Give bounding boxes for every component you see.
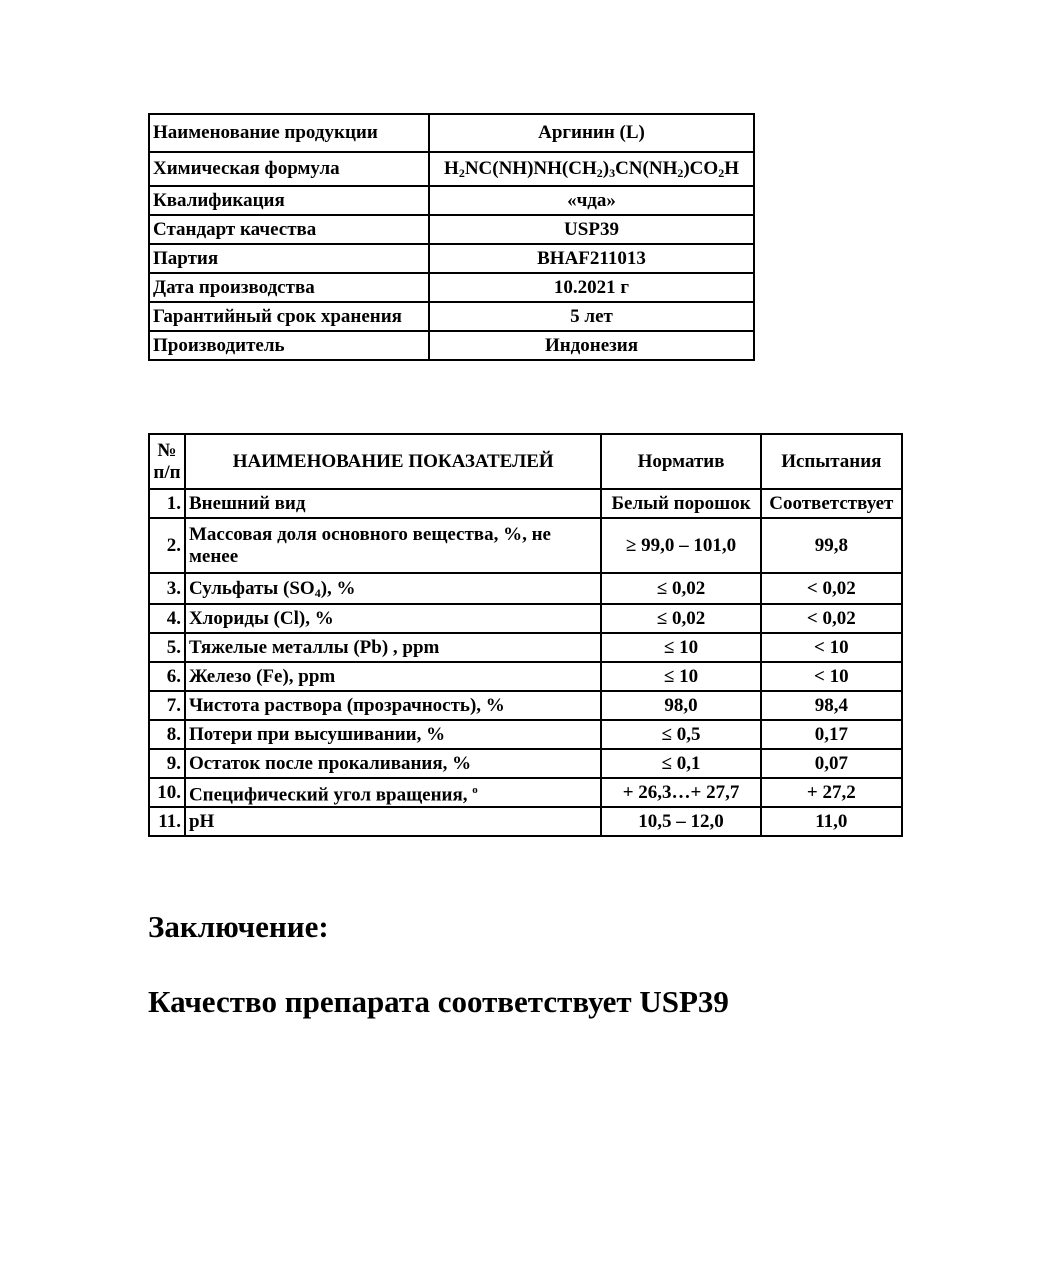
- row-test: 99,8: [761, 518, 902, 573]
- row-name: Специфический угол вращения, $^o$: [185, 778, 602, 807]
- row-number: 7.: [149, 691, 185, 720]
- row-test: 0,07: [761, 749, 902, 778]
- table-row: [149, 489, 902, 518]
- info-label: Наименование продукции: [149, 114, 429, 152]
- row-norm: 10,5 – 12,0: [601, 807, 760, 836]
- row-test: 98,4: [761, 691, 902, 720]
- row-norm: ≤ 0,02: [601, 604, 760, 633]
- row-test: < 10: [761, 662, 902, 691]
- row-test: 11,0: [761, 807, 902, 836]
- row-norm: ≥ 99,0 – 101,0: [601, 518, 760, 573]
- info-value: BHAF211013: [429, 244, 754, 273]
- specification-table: [148, 433, 903, 837]
- row-number: 6.: [149, 662, 185, 691]
- info-label: Производитель: [149, 331, 429, 360]
- row-number: 5.: [149, 633, 185, 662]
- row-name: Чистота раствора (прозрачность), %: [185, 691, 602, 720]
- row-test: Соответствует: [761, 489, 902, 518]
- row-test: < 0,02: [761, 573, 902, 604]
- info-value: 5 лет: [429, 302, 754, 331]
- table-row: [149, 604, 902, 633]
- table-row: [149, 720, 902, 749]
- info-row-manufacturer: [149, 331, 754, 360]
- info-row-formula: [149, 152, 754, 186]
- header-test: Испытания: [761, 434, 902, 489]
- row-name: Остаток после прокаливания, %: [185, 749, 602, 778]
- info-row-production-date: [149, 273, 754, 302]
- spec-header-row: [149, 434, 902, 489]
- product-info-table: [148, 113, 755, 361]
- info-row-qualification: [149, 186, 754, 215]
- row-number: 1.: [149, 489, 185, 518]
- row-norm: ≤ 10: [601, 633, 760, 662]
- info-label: Гарантийный срок хранения: [149, 302, 429, 331]
- table-row: [149, 691, 902, 720]
- info-row-shelf-life: [149, 302, 754, 331]
- row-norm: Белый порошок: [601, 489, 760, 518]
- info-label: Квалификация: [149, 186, 429, 215]
- info-label: Партия: [149, 244, 429, 273]
- row-name: Потери при высушивании, %: [185, 720, 602, 749]
- table-row: [149, 633, 902, 662]
- row-name: Хлориды (Cl), %: [185, 604, 602, 633]
- header-norm: Норматив: [601, 434, 760, 489]
- table-row: [149, 662, 902, 691]
- chemical-formula: $H_2NC(NH)NH(CH_2)_3CN(NH_2)CO_2H$: [429, 152, 754, 186]
- header-name: НАИМЕНОВАНИЕ ПОКАЗАТЕЛЕЙ: [185, 434, 602, 489]
- table-row: [149, 807, 902, 836]
- row-norm: + 26,3…+ 27,7: [601, 778, 760, 807]
- row-name: pH: [185, 807, 602, 836]
- conclusion-heading: Заключение:: [148, 909, 329, 944]
- info-value: «чда»: [429, 186, 754, 215]
- row-norm: ≤ 0,5: [601, 720, 760, 749]
- row-number: 2.: [149, 518, 185, 573]
- row-norm: 98,0: [601, 691, 760, 720]
- info-label: Стандарт качества: [149, 215, 429, 244]
- row-name: Железо (Fe), ppm: [185, 662, 602, 691]
- row-norm: ≤ 0,1: [601, 749, 760, 778]
- info-value: 10.2021 г: [429, 273, 754, 302]
- table-row: [149, 518, 902, 573]
- row-name: Сульфаты $(SO_4)$, %: [185, 573, 602, 604]
- info-value: USP39: [429, 215, 754, 244]
- info-row-product-name: [149, 114, 754, 152]
- conclusion-text: Качество препарата соответствует USP39: [148, 984, 729, 1019]
- row-name: Тяжелые металлы (Pb) , ppm: [185, 633, 602, 662]
- row-name: Внешний вид: [185, 489, 602, 518]
- info-value: Индонезия: [429, 331, 754, 360]
- row-number: 3.: [149, 573, 185, 604]
- row-test: < 0,02: [761, 604, 902, 633]
- row-norm: ≤ 0,02: [601, 573, 760, 604]
- header-number: № п/п: [149, 434, 185, 489]
- row-number: 11.: [149, 807, 185, 836]
- row-name: Массовая доля основного вещества, %, не менее: [185, 518, 602, 573]
- info-row-standard: [149, 215, 754, 244]
- info-label: Химическая формула: [149, 152, 429, 186]
- info-value: Аргинин (L): [429, 114, 754, 152]
- table-row: [149, 749, 902, 778]
- info-label: Дата производства: [149, 273, 429, 302]
- row-norm: ≤ 10: [601, 662, 760, 691]
- table-row: [149, 778, 902, 807]
- info-row-batch: [149, 244, 754, 273]
- table-row: [149, 573, 902, 604]
- row-test: 0,17: [761, 720, 902, 749]
- row-number: 8.: [149, 720, 185, 749]
- row-test: + 27,2: [761, 778, 902, 807]
- row-number: 10.: [149, 778, 185, 807]
- row-number: 4.: [149, 604, 185, 633]
- row-test: < 10: [761, 633, 902, 662]
- row-number: 9.: [149, 749, 185, 778]
